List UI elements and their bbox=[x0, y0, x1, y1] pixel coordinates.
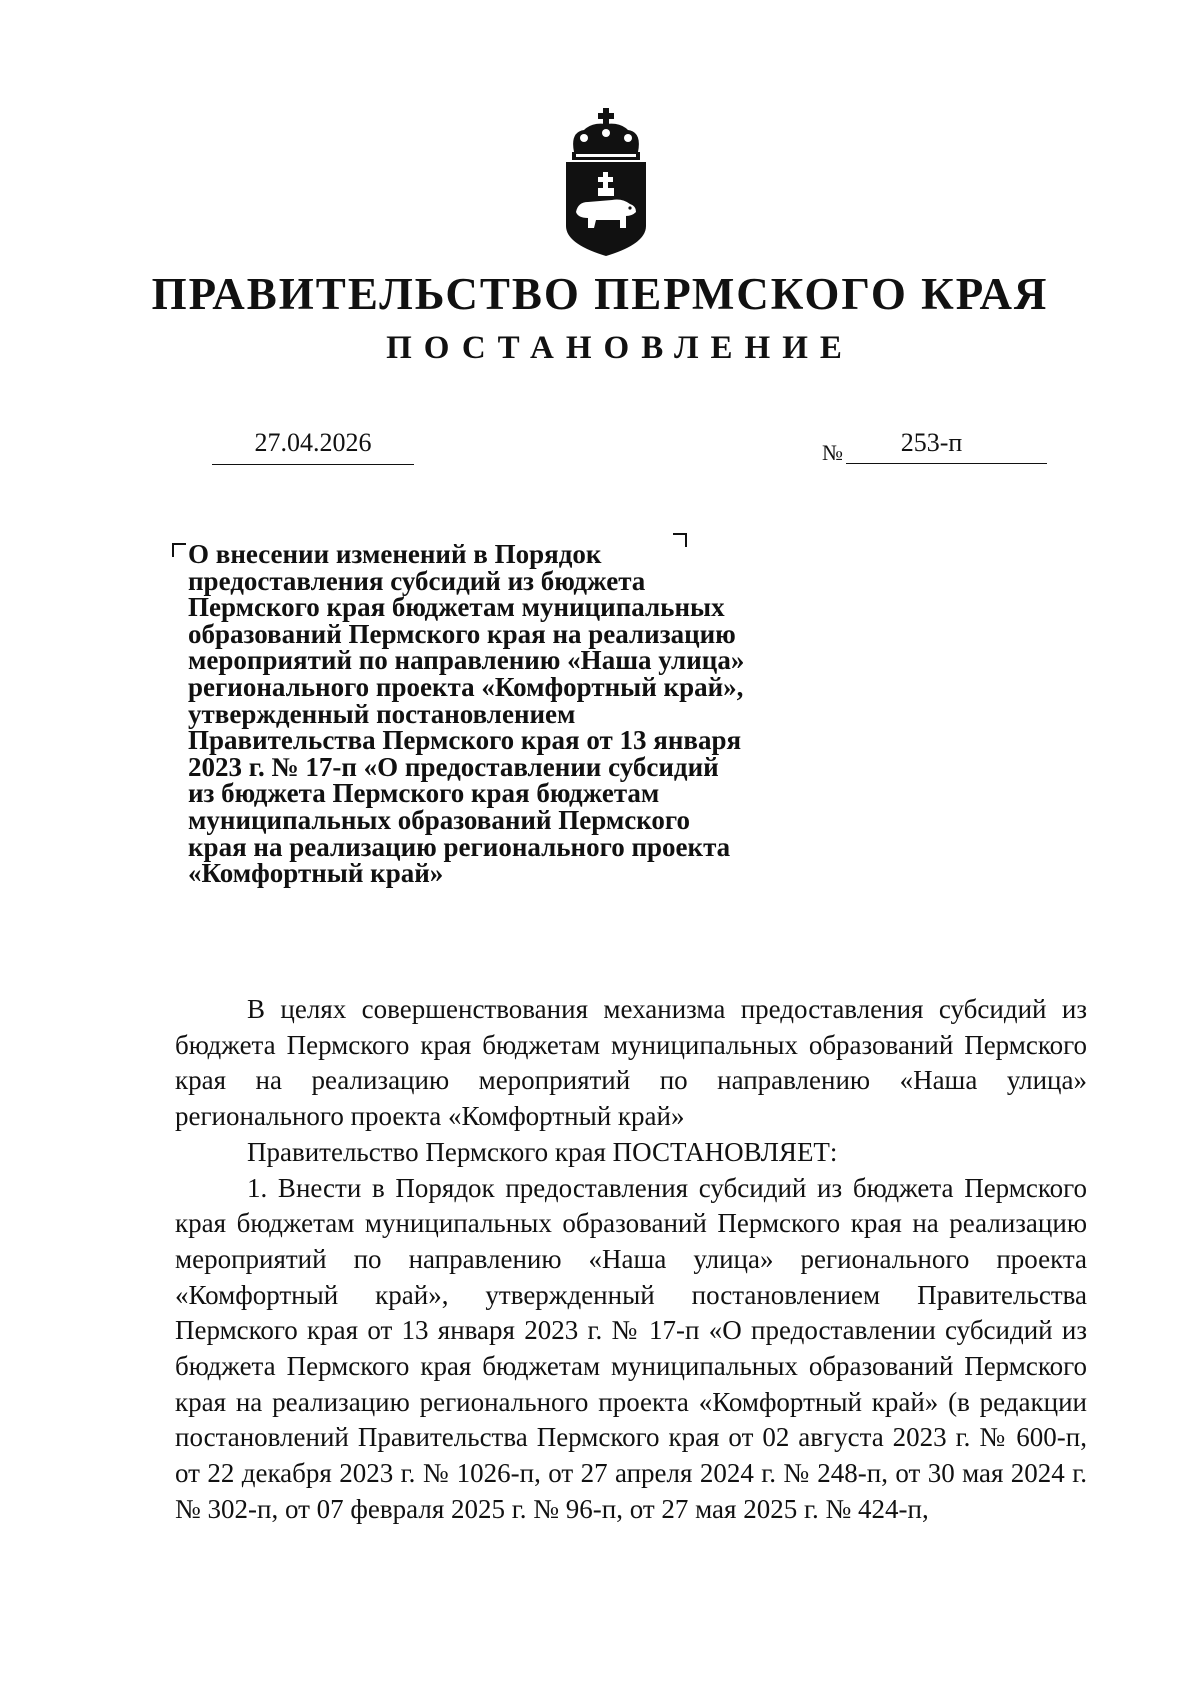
body-paragraph-preamble: В целях совершенствования механизма предоставления субсидий из бюджета Пермского края бюджетам муниципальных образований Пермского края на реализацию мероприятий по направлению «Наша улица» регионального проекта «Комфортный край» bbox=[175, 994, 1087, 1132]
document-type: ПОСТАНОВЛЕНИЕ bbox=[386, 330, 854, 366]
organization-title: ПРАВИТЕЛЬСТВО ПЕРМСКОГО КРАЯ bbox=[151, 269, 1049, 319]
document-number: 253-п bbox=[846, 428, 1047, 464]
document-date: 27.04.2026 bbox=[212, 428, 414, 465]
document-number-field bbox=[822, 428, 1047, 464]
document-body bbox=[175, 992, 1087, 1528]
number-sign: № bbox=[822, 440, 843, 465]
subject-corner-mark-left bbox=[172, 543, 186, 557]
body-paragraph-resolution: Правительство Пермского края ПОСТАНОВЛЯЕТ: bbox=[247, 1136, 838, 1167]
coat-of-arms-icon bbox=[560, 108, 652, 258]
document-subject: О внесении изменений в Порядок предоставления субсидий из бюджета Пермского края бюджетам муниципальных образований Пермского края на реализацию мероприятий по направлению «Наша улица» регионального проекта «Комфортный край», утвержденный постановлением Правительства Пермского края от 13 января 2023 г. № 17-п «О предоставлении субсидий из бюджета Пермского края бюджетам муниципальных образований Пермского края на реализацию регионального проекта «Комфортный край» bbox=[188, 539, 745, 889]
body-paragraph-item-1: 1. Внести в Порядок предоставления субсидий из бюджета Пермского края бюджетам муниципальных образований Пермского края на реализацию мероприятий по направлению «Наша улица» регионального проекта «Комфортный край», утвержденный постановлением Правительства Пермского края от 13 января 2023 г. № 17-п «О предоставлении субсидий из бюджета Пермского края бюджетам муниципальных образований Пермского края на реализацию регионального проекта «Комфортный край» (в редакции постановлений Правительства Пермского края от 02 августа 2023 г. № 600-п, от 22 декабря 2023 г. № 1026-п, от 27 апреля 2024 г. № 248-п, от 30 мая 2024 г. № 302-п, от 07 февраля 2025 г. № 96-п, от 27 мая 2025 г. № 424-п, bbox=[175, 1172, 1087, 1524]
